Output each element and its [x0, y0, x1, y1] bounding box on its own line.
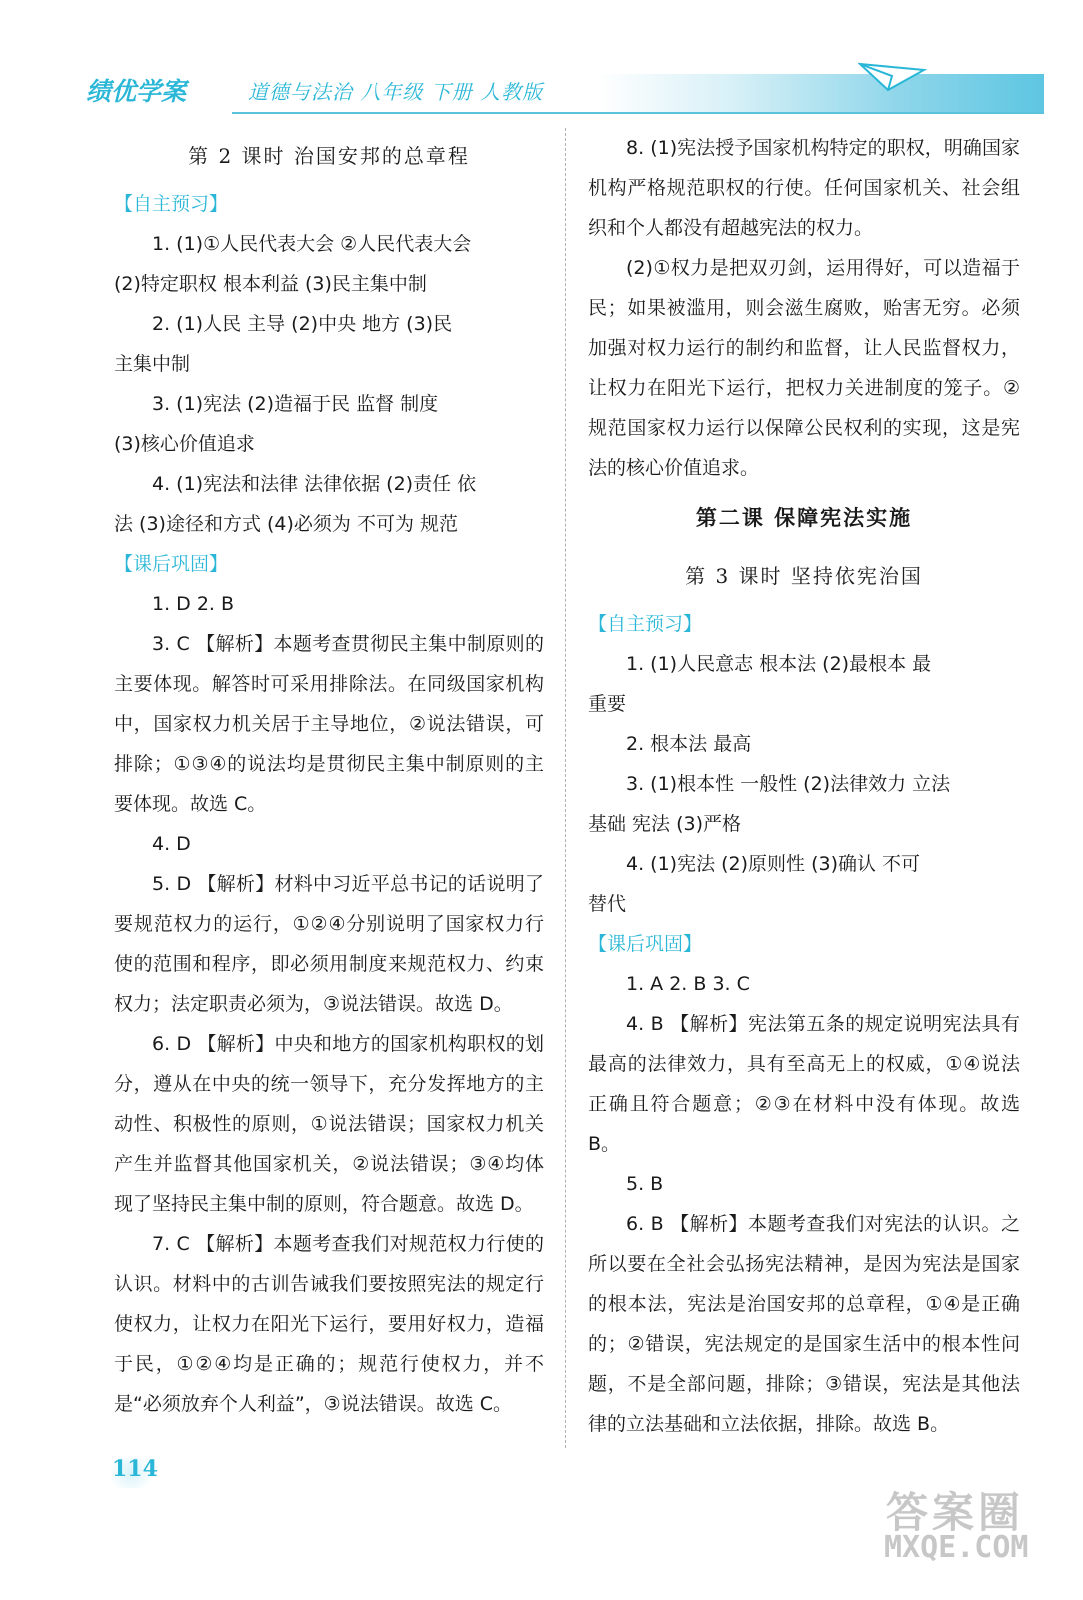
site-watermark [880, 1478, 1060, 1568]
answer-line: 1. (1)①人民代表大会 ②人民代表大会 [152, 233, 472, 255]
answer-line: 4. (1)宪法和法律 法律依据 (2)责任 依 [152, 473, 477, 495]
chapter-title: 第二课 保障宪法实施 [695, 506, 913, 530]
section-label-preview: 【自主预习】 [114, 193, 229, 215]
column-divider [565, 128, 566, 1448]
watermark-url: MXQE.COM [884, 1530, 1029, 1565]
answer-paragraph: 6. D 【解析】中央和地方的国家机构职权的划分，遵从在中央的统一领导下，充分发挥地方的主动性、积极性的原则，①说法错误；国家权力机关产生并监督其他国家机关，②说法错误；③④均体现了坚持民主集中制的原则，符合题意。故选 D。 [114, 1033, 544, 1215]
answer-line: 3. (1)宪法 (2)造福于民 监督 制度 [152, 393, 439, 415]
answer-line: 替代 [588, 893, 627, 915]
page-number: 114 [112, 1456, 158, 1482]
answer-line: (2)特定职权 根本利益 (3)民主集中制 [114, 273, 427, 295]
answer-paragraph: 5. D 【解析】材料中习近平总书记的话说明了要规范权力的运行，①②④分别说明了国家权力行使的范围和程序，即必须用制度来规范权力、约束权力；法定职责必须为，③说法错误。故选 D。 [114, 873, 544, 1015]
book-subject: 道德与法治 八年级 下册 人教版 [248, 80, 544, 104]
lesson-title: 第 2 课时 治国安邦的总章程 [188, 144, 470, 168]
answer-line: 2. 根本法 最高 [626, 733, 752, 755]
answer-line: 4. (1)宪法 (2)原则性 (3)确认 不可 [626, 853, 921, 875]
lesson-title: 第 3 课时 坚持依宪治国 [685, 564, 923, 588]
right-column [588, 128, 1020, 1444]
answer-paragraph: 4. B 【解析】宪法第五条的规定说明宪法具有最高的法律效力，具有至高无上的权威，①④说法正确且符合题意；②③在材料中没有体现。故选 B。 [588, 1013, 1020, 1155]
section-label-review: 【课后巩固】 [114, 553, 229, 575]
answer-line: 主集中制 [114, 353, 191, 375]
answer-line: 1. (1)人民意志 根本法 (2)最根本 最 [626, 653, 932, 675]
left-column [114, 128, 544, 1424]
answer-line: 重要 [588, 693, 627, 715]
section-label-review: 【课后巩固】 [588, 933, 703, 955]
answer-paragraph: 6. B 【解析】本题考查我们对宪法的认识。之所以要在全社会弘扬宪法精神，是因为宪法是国家的根本法，宪法是治国安邦的总章程，①④是正确的；②错误，宪法规定的是国家生活中的根本性问题，不是全部问题，排除；③错误，宪法是其他法律的立法基础和立法依据，排除。故选 B。 [588, 1213, 1020, 1435]
answer-line: 3. (1)根本性 一般性 (2)法律效力 立法 [626, 773, 951, 795]
answer-line: 4. D [152, 833, 191, 855]
answer-paragraph: 7. C 【解析】本题考查我们对规范权力行使的认识。材料中的古训告诫我们要按照宪法的规定行使权力，让权力在阳光下运行，要用好权力，造福于民，①②④均是正确的；规范行使权力，并不是“必须放弃个人利益”，③说法错误。故选 C。 [114, 1233, 544, 1415]
answer-paragraph: 3. C 【解析】本题考查贯彻民主集中制原则的主要体现。解答时可采用排除法。在同级国家机构中，国家权力机关居于主导地位，②说法错误，可排除；①③④的说法均是贯彻民主集中制原则的主要体现。故选 C。 [114, 633, 544, 815]
section-label-preview: 【自主预习】 [588, 613, 703, 635]
answer-line: 2. (1)人民 主导 (2)中央 地方 (3)民 [152, 313, 453, 335]
answer-line: 基础 宪法 (3)严格 [588, 813, 741, 835]
answer-paragraph: 8. (1)宪法授予国家机构特定的职权，明确国家机构严格规范职权的行使。任何国家机关、社会组织和个人都没有超越宪法的权力。 [588, 137, 1020, 239]
answer-line: 5. B [626, 1173, 664, 1195]
answer-line: 法 (3)途径和方式 (4)必须为 不可为 规范 [114, 513, 458, 535]
answer-line: (3)核心价值追求 [114, 433, 255, 455]
answer-line: 1. D 2. B [152, 593, 235, 615]
page-header [0, 60, 1083, 120]
brand-logo: 绩优学案 [86, 77, 187, 106]
answer-line: 1. A 2. B 3. C [626, 973, 750, 995]
watermark-title: 答案圈 [886, 1488, 1025, 1537]
paper-plane-icon [858, 60, 928, 94]
answer-paragraph: (2)①权力是把双刃剑，运用得好，可以造福于民；如果被滥用，则会滋生腐败，贻害无穷。必须加强对权力运行的制约和监督，让人民监督权力，让权力在阳光下运行，把权力关进制度的笼子。②规范国家权力运行以保障公民权利的实现，这是宪法的核心价值追求。 [588, 257, 1020, 479]
